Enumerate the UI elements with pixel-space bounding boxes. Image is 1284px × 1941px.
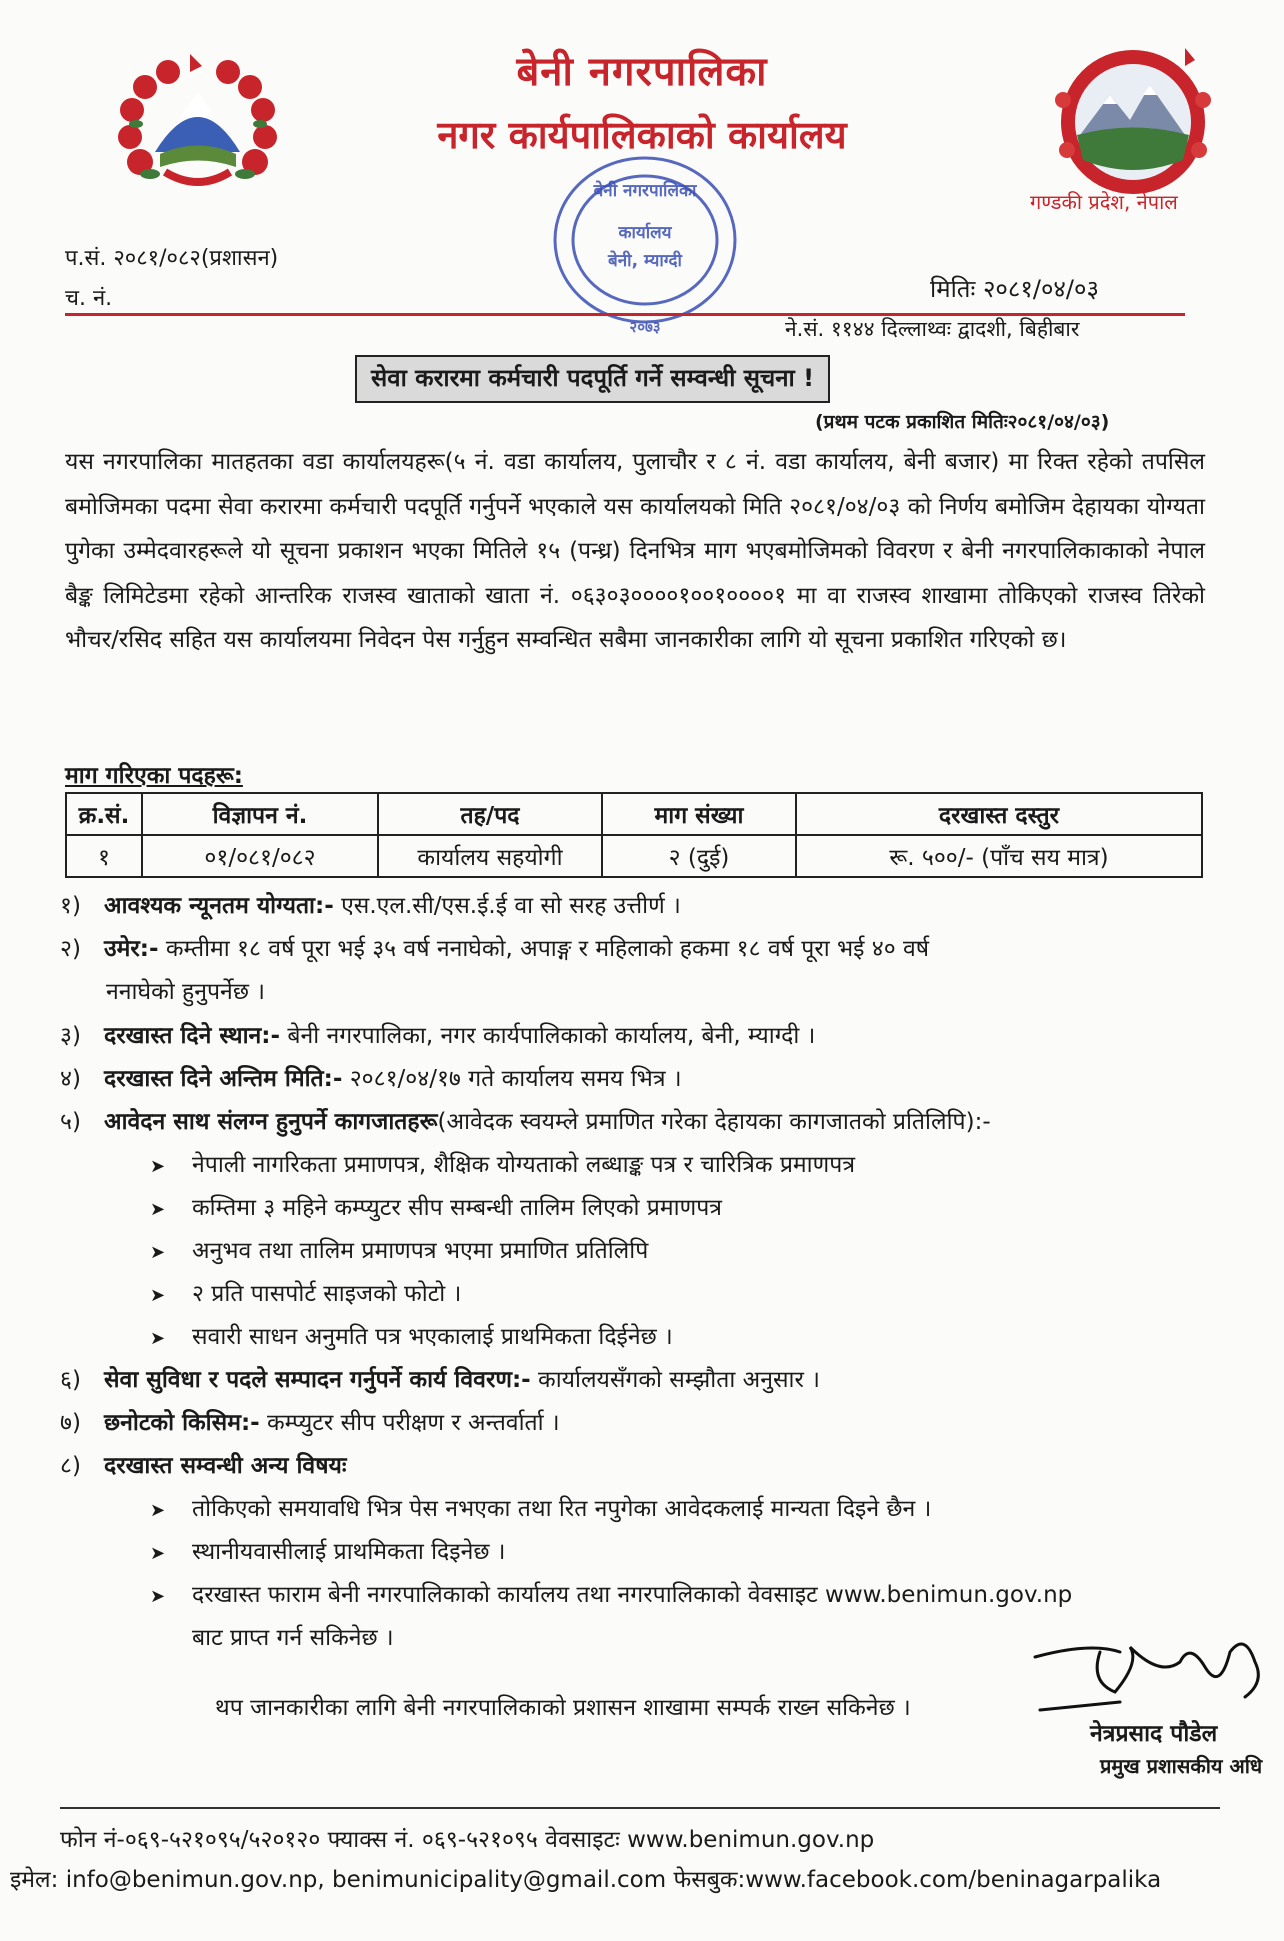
document-item: ➤ अनुभव तथा तालिम प्रमाणपत्र भएमा प्रमाणित प्रतिलिपि [150, 1238, 649, 1264]
province-name: गण्डकी प्रदेश, नेपाल [1030, 190, 1178, 214]
first-published-date: (प्रथम पटक प्रकाशित मितिः२०८१/०४/०३) [815, 411, 1110, 433]
arrow-bullet-icon: ➤ [150, 1543, 166, 1564]
column-header-fee: दरखास्त दस्तुर [796, 793, 1202, 835]
document-item: ➤ कम्तिमा ३ महिने कम्प्युटर सीप सम्बन्धी तालिम लिएको प्रमाणपत्र [150, 1195, 722, 1221]
list-item-continuation: ननाघेको हुनुपर्नेछ । [106, 979, 265, 1005]
arrow-bullet-icon: ➤ [150, 1328, 166, 1349]
nepal-sambat-date: ने.सं. ११४४ दिल्लाथ्वः द्वादशी, बिहीबार [785, 317, 1080, 341]
footer-contact-line: फोन नं-०६९-५२१०९५/५२०१२० फ्याक्स नं. ०६९-५२१०९५ वेवसाइटः www.benimun.gov.np [60, 1827, 875, 1853]
column-header-advert-no: विज्ञापन नं. [142, 793, 378, 835]
signatory-title: प्रमुख प्रशासकीय अधि [1100, 1754, 1263, 1778]
cell-post: कार्यालय सहयोगी [378, 835, 602, 877]
footer-email-line: इमेल: info@benimun.gov.np, benimunicipality@gmail.com फेसबुक:www.facebook.com/beninagarpalika [10, 1867, 1162, 1893]
stamp-text-2: कार्यालय [618, 223, 672, 243]
other-matter-item: ➤ दरखास्त फाराम बेनी नगरपालिकाको कार्यालय तथा नगरपालिकाको वेवसाइट www.benimun.gov.np [150, 1582, 1073, 1608]
list-item: ५) आवेदन साथ संलग्न हुनुपर्ने कागजातहरू(आवेदक स्वयम्ले प्रमाणित गरेका देहायका कागजातको प्रतिलिपि):- [60, 1109, 991, 1135]
reference-number: प.सं. २०८१/०८२(प्रशासन) [65, 246, 279, 271]
handwritten-signature [1030, 1622, 1270, 1717]
document-item: ➤ सवारी साधन अनुमति पत्र भएकालाई प्राथमिकता दिईनेछ । [150, 1324, 673, 1350]
footer-divider [60, 1807, 1220, 1809]
arrow-bullet-icon: ➤ [150, 1156, 166, 1177]
posts-table [65, 792, 1203, 878]
list-item: ३) दरखास्त दिने स्थान:- बेनी नगरपालिका, नगर कार्यपालिकाको कार्यालय, बेनी, म्याग्दी । [60, 1023, 816, 1049]
arrow-bullet-icon: ➤ [150, 1500, 166, 1521]
arrow-bullet-icon: ➤ [150, 1586, 166, 1607]
office-stamp [545, 148, 745, 338]
contact-more-info: थप जानकारीका लागि बेनी नगरपालिकाको प्रशासन शाखामा सम्पर्क राख्न सकिनेछ । [215, 1695, 911, 1721]
cell-sn: १ [66, 835, 142, 877]
arrow-bullet-icon: ➤ [150, 1242, 166, 1263]
list-item: ६) सेवा सुविधा र पदले सम्पादन गर्नुपर्ने कार्य विवरण:- कार्यालयसँगको सम्झौता अनुसार । [60, 1367, 820, 1393]
cell-count: २ (दुई) [602, 835, 796, 877]
cell-fee: रू. ५००/- (पाँच सय मात्र) [796, 835, 1202, 877]
cell-advert-no: ०१/०८१/०८२ [142, 835, 378, 877]
list-item: ७) छनोटको किसिम:- कम्प्युटर सीप परीक्षण र अन्तर्वार्ता । [60, 1410, 560, 1436]
document-item: ➤ नेपाली नागरिकता प्रमाणपत्र, शैक्षिक योग्यताको लब्धाङ्क पत्र र चारित्रिक प्रमाणपत्र [150, 1152, 856, 1178]
municipality-name: बेनी नगरपालिका [516, 49, 768, 95]
table-header-row [66, 793, 1202, 835]
list-item: ४) दरखास्त दिने अन्तिम मिति:- २०८१/०४/१७ गते कार्यालय समय भित्र । [60, 1066, 682, 1092]
other-matter-item: ➤ तोकिएको समयावधि भित्र पेस नभएका तथा रित नपुगेका आवेदकलाई मान्यता दिइने छैन । [150, 1496, 932, 1522]
beni-municipality-logo [1045, 40, 1220, 205]
stamp-year: २०७३ [629, 318, 661, 336]
dispatch-number: च. नं. [65, 286, 113, 311]
other-matter-item: ➤ स्थानीयवासीलाई प्राथमिकता दिइनेछ । [150, 1539, 506, 1565]
document-item: ➤ २ प्रति पासपोर्ट साइजको फोटो । [150, 1281, 462, 1307]
column-header-post: तह/पद [378, 793, 602, 835]
notice-date: मितिः २०८१/०४/०३ [930, 275, 1099, 303]
table-row [66, 835, 1202, 877]
notice-title: सेवा करारमा कर्मचारी पदपूर्ति गर्ने सम्वन्धी सूचना ! [355, 355, 830, 403]
list-item: १) आवश्यक न्यूनतम योग्यता:- एस.एल.सी/एस.ई.ई वा सो सरह उत्तीर्ण । [60, 893, 681, 919]
list-item: २) उमेर:- कम्तीमा १८ वर्ष पूरा भई ३५ वर्ष ननाघेको, अपाङ्ग र महिलाको हकमा १८ वर्ष पूरा भई ४० वर्ष [60, 936, 930, 962]
arrow-bullet-icon: ➤ [150, 1199, 166, 1220]
column-header-count: माग संख्या [602, 793, 796, 835]
stamp-text-1: बेनी नगरपालिका [593, 181, 697, 201]
arrow-bullet-icon: ➤ [150, 1285, 166, 1306]
list-item: ८) दरखास्त सम्वन्धी अन्य विषयः [60, 1453, 347, 1479]
signatory-name: नेत्रप्रसाद पौडेल [1090, 1721, 1218, 1747]
posts-heading: माग गरिएका पदहरू: [65, 763, 243, 789]
office-name: नगर कार्यपालिकाको कार्यालय [437, 113, 847, 157]
other-matter-continuation: बाट प्राप्त गर्न सकिनेछ । [192, 1625, 394, 1651]
column-header-sn: क्र.सं. [66, 793, 142, 835]
notice-body: यस नगरपालिका मातहतका वडा कार्यालयहरू(५ नं. वडा कार्यालय, पुलाचौर र ८ नं. वडा कार्यालय, बेनी बजार) मा रिक्त रहेको तपसिल बमोजिमका पदमा सेवा करारमा कर्मचारी पदपूर्ति गर्नुपर्ने भएकाले यस कार्यालयको मिति २०८१/०४/०३ को निर्णय बमोजिम देहायका योग्यता पुगेका उम्मेदवारहरूले यो सूचना प्रकाशन भएका मितिले १५ (पन्ध्र) दिनभित्र माग भएबमोजिमको विवरण र बेनी नगरपालिकाकाको नेपाल बैङ्क लिमिटेडमा रहेको आन्तरिक राजस्व खाताको खाता नं. ०६३०३००००१००१००००१ मा वा राजस्व शाखामा तोकिएको राजस्व तिरेको भौचर/रसिद सहित यस कार्यालयमा निवेदन पेस गर्नुहुन सम्वन्धित सबैमा जानकारीका लागि यो सूचना प्रकाशित गरिएको छ। [65, 449, 1205, 653]
stamp-text-3: बेनी, म्याग्दी [608, 251, 682, 271]
